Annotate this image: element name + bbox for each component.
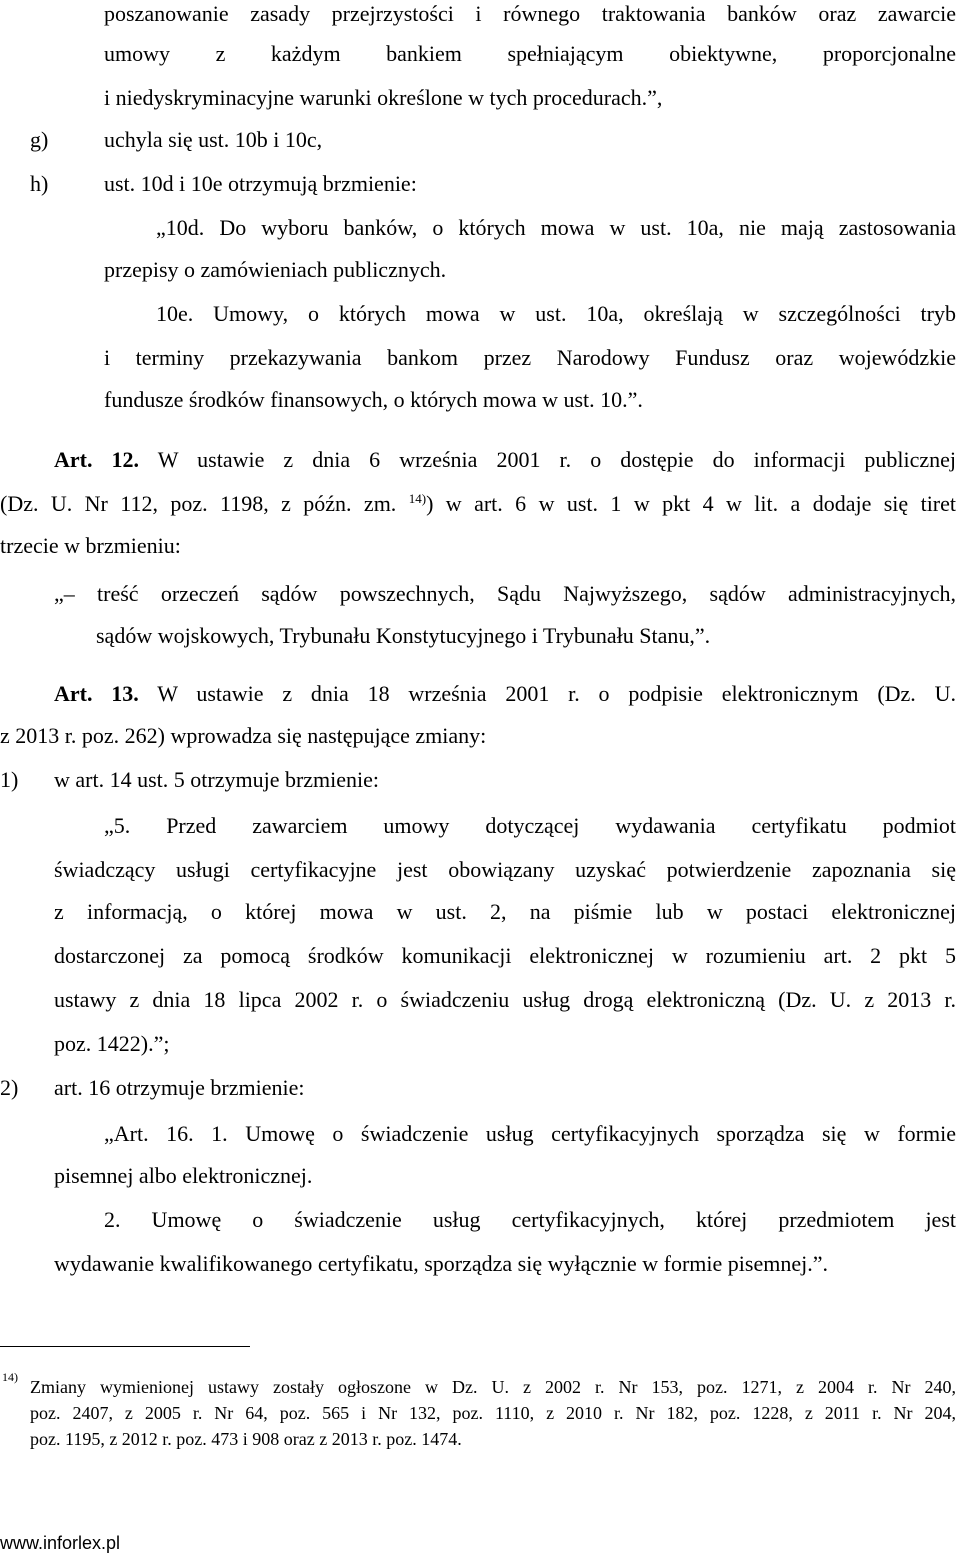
text-line: w art. 14 ust. 5 otrzymuje brzmienie: (54, 767, 380, 792)
footer-url[interactable]: www.inforlex.pl (0, 1533, 121, 1553)
text-line: (Dz. U. Nr 112, poz. 1198, z późn. zm. $^{14)}$) w art. 6 w ust. 1 w pkt 4 w lit. a dodaje się tiret (0, 491, 957, 516)
text-line: przepisy o zamówieniach publicznych. (104, 257, 447, 282)
text-line: ust. 10d i 10e otrzymują brzmienie: (104, 171, 417, 196)
text-line: umowy z każdym bankiem spełniającym obiektywne, proporcjonalne (104, 41, 956, 66)
text-line: i terminy przekazywania bankom przez Narodowy Fundusz oraz wojewódzkie (104, 345, 956, 370)
text-line: art. 16 otrzymuje brzmienie: (54, 1075, 305, 1100)
text-line: sądów wojskowych, Trybunału Konstytucyjnego i Trybunału Stanu,”. (96, 623, 711, 648)
footnote-line: poz. 1195, z 2012 r. poz. 473 i 908 oraz z 2013 r. poz. 1474. (30, 1429, 462, 1449)
article-label: Art. 12. (54, 447, 140, 472)
text-line: 2. Umowę o świadczenie usług certyfikacyjnych, której przedmiotem jest (104, 1207, 956, 1232)
text-line: fundusze środków finansowych, o których mowa w ust. 10.”. (104, 387, 643, 412)
text-line: trzecie w brzmieniu: (0, 533, 181, 558)
footnote-ref: 14) (408, 491, 427, 506)
text-line: i niedyskryminacyjne warunki określone w tych procedurach.”, (104, 85, 663, 110)
footnote-line: poz. 2407, z 2005 r. Nr 64, poz. 565 i Nr 132, poz. 1110, z 2010 r. Nr 182, poz. 1228, z 2011 r. Nr 204, (30, 1403, 956, 1423)
text-line: świadczący usługi certyfikacyjne jest obowiązany uzyskać potwierdzenie zapoznania się (54, 857, 956, 882)
article-label: Art. 13. (54, 681, 139, 706)
text-line: z informacją, o której mowa w ust. 2, na piśmie lub w postaci elektronicznej (54, 899, 956, 924)
text-line: „5. Przed zawarciem umowy dotyczącej wydawania certyfikatu podmiot (104, 813, 956, 838)
text-line: „– treść orzeczeń sądów powszechnych, Sądu Najwyższego, sądów administracyjnych, (54, 581, 956, 606)
article-13-line: Art. 13. W ustawie z dnia 18 września 2001 r. o podpisie elektronicznym (Dz. U. (54, 681, 956, 706)
text-line: z 2013 r. poz. 262) wprowadza się następujące zmiany: (0, 723, 487, 748)
text-line: „Art. 16. 1. Umowę o świadczenie usług certyfikacyjnych sporządza się w formie (104, 1121, 956, 1146)
text-line: ustawy z dnia 18 lipca 2002 r. o świadczeniu usług drogą elektroniczną (Dz. U. z 2013 r. (54, 987, 956, 1012)
item-label-2: 2) (0, 1075, 19, 1100)
text-line: pisemnej albo elektronicznej. (54, 1163, 313, 1188)
text-line: 10e. Umowy, o których mowa w ust. 10a, określają w szczególności tryb (156, 301, 956, 326)
item-label-h: h) (30, 171, 49, 196)
footnote-line: Zmiany wymienionej ustawy zostały ogłoszone w Dz. U. z 2002 r. Nr 153, poz. 1271, z 2004 r. Nr 240, (30, 1377, 956, 1397)
text-line: wydawanie kwalifikowanego certyfikatu, sporządza się wyłącznie w formie pisemnej.”. (54, 1251, 828, 1276)
footnote-separator (0, 1346, 250, 1347)
text-line: „10d. Do wyboru banków, o których mowa w ust. 10a, nie mają zastosowania (156, 215, 956, 240)
text-line: poszanowanie zasady przejrzystości i równego traktowania banków oraz zawarcie (104, 1, 956, 26)
text-line: poz. 1422).”; (54, 1031, 170, 1056)
text-line: dostarczonej za pomocą środków komunikacji elektronicznej w rozumieniu art. 2 pkt 5 (54, 943, 956, 968)
text-line: uchyla się ust. 10b i 10c, (104, 127, 323, 152)
article-12-line: Art. 12. W ustawie z dnia 6 września 2001 r. o dostępie do informacji publicznej (54, 447, 956, 472)
item-label-1: 1) (0, 767, 19, 792)
item-label-g: g) (30, 127, 49, 152)
footnote-marker: 14) (2, 1370, 18, 1384)
